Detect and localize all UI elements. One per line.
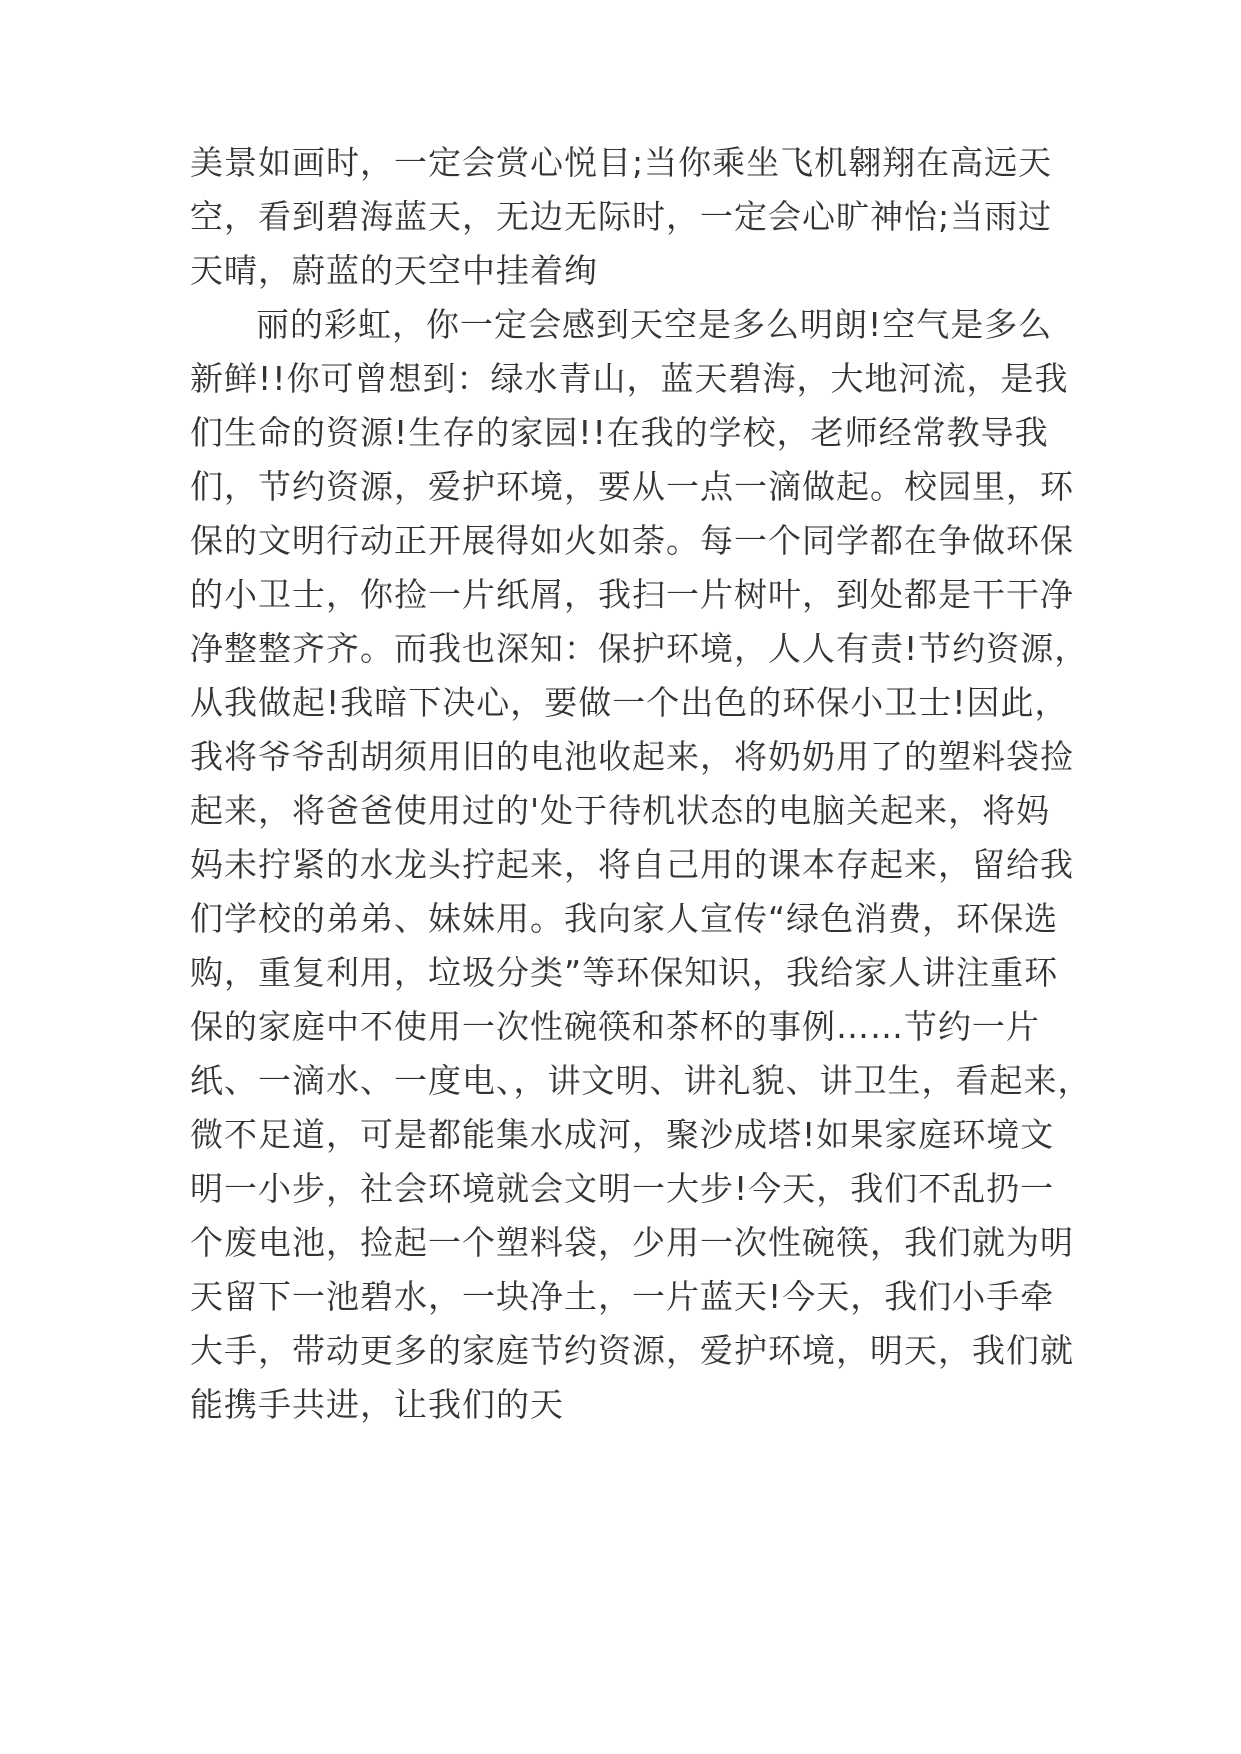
paragraph-2-line: 们生命的资源!生存的家园!!在我的学校，老师经常教导我 xyxy=(190,413,1049,452)
paragraph-1-line: 天晴，蔚蓝的天空中挂着绚 xyxy=(190,251,598,290)
paragraph-1-line: 空，看到碧海蓝天，无边无际时，一定会心旷神怡;当雨过 xyxy=(190,197,1053,236)
paragraph-2-line: 保的文明行动正开展得如火如荼。每一个同学都在争做环保 xyxy=(190,521,1074,560)
paragraph-2-line: 个废电池，捡起一个塑料袋，少用一次性碗筷，我们就为明 xyxy=(190,1223,1074,1262)
paragraph-2-line: 天留下一池碧水，一块净土，一片蓝天!今天，我们小手牵 xyxy=(190,1277,1055,1316)
paragraph-2-line: 的小卫士，你捡一片纸屑，我扫一片树叶，到处都是干干净 xyxy=(190,575,1074,614)
paragraph-2-line: 微不足道，可是都能集水成河，聚沙成塔!如果家庭环境文 xyxy=(190,1115,1055,1154)
paragraph-2-first-line: 丽的彩虹，你一定会感到天空是多么明朗!空气是多么 xyxy=(256,305,1053,344)
paragraph-2-line: 们学校的弟弟、妹妹用。我向家人宣传“绿色消费，环保选 xyxy=(190,899,1059,938)
paragraph-2-line: 能携手共进，让我们的天 xyxy=(190,1385,564,1424)
paragraph-2-line: 新鲜!!你可曾想到：绿水青山，蓝天碧海，大地河流，是我 xyxy=(190,359,1069,398)
paragraph-1-line: 美景如画时，一定会赏心悦目;当你乘坐飞机翱翔在高远天 xyxy=(190,143,1053,182)
paragraph-2-line: 明一小步，社会环境就会文明一大步!今天，我们不乱扔一 xyxy=(190,1169,1055,1208)
document-body xyxy=(190,136,1092,1432)
paragraph-2-line: 保的家庭中不使用一次性碗筷和茶杯的事例……节约一片 xyxy=(190,1007,1040,1046)
paragraph-2-line: 购，重复利用，垃圾分类”等环保知识，我给家人讲注重环 xyxy=(190,953,1059,992)
paragraph-2-line: 从我做起!我暗下决心，要做一个出色的环保小卫士!因此， xyxy=(190,683,1069,722)
paragraph-2-line: 妈未拧紧的水龙头拧起来，将自己用的课本存起来，留给我 xyxy=(190,845,1074,884)
paragraph-2-line: 我将爷爷刮胡须用旧的电池收起来，将奶奶用了的塑料袋捡 xyxy=(190,737,1074,776)
paragraph-2-line: 大手，带动更多的家庭节约资源，爱护环境，明天，我们就 xyxy=(190,1331,1074,1370)
paragraph-2-line: 纸、一滴水、一度电、，讲文明、讲礼貌、讲卫生，看起来， xyxy=(190,1061,1092,1100)
paragraph-2-line: 净整整齐齐。而我也深知：保护环境，人人有责!节约资源， xyxy=(190,629,1089,668)
paragraph-2-line: 起来，将爸爸使用过的'处于待机状态的电脑关起来，将妈 xyxy=(190,791,1051,830)
paragraph-2-line: 们，节约资源，爱护环境，要从一点一滴做起。校园里，环 xyxy=(190,467,1074,506)
